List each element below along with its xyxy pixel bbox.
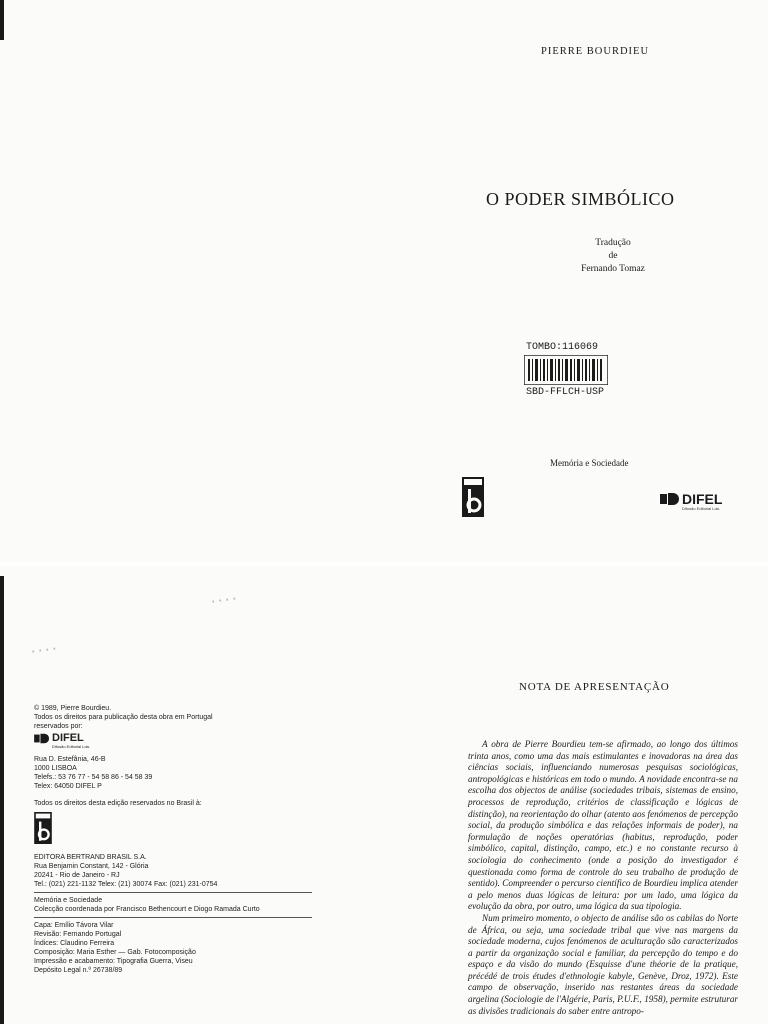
credit-composition: Composição: Maria Esther — Gab. Fotocomposição [34,949,196,956]
difel-logo-subtitle: Difusão Editorial Lda. [682,506,721,511]
address-phones: Telefs.: 53 76 77 - 54 58 86 - 54 58 39 [34,774,153,781]
scan-edge-shadow [0,576,4,1024]
translator-name: Fernando Tomaz [581,264,645,274]
credit-index: Índices: Claudino Ferreira [34,940,115,947]
address-street: Rua D. Estefânia, 46-B [34,756,106,763]
brazil-rights-line: Todos os direitos desta edição reservados no Brasil à: [34,800,202,807]
copyright-line: © 1989, Pierre Bourdieu. [34,705,112,712]
translation-label: Tradução [595,238,631,248]
reserved-line: reservados por: [34,723,83,730]
nota-paragraph-1: A obra de Pierre Bourdieu tem-se afirmado, ao longo dos últimos trinta anos, como uma das mais estimulantes e inovadoras na área das ciências sociais, influenciando numerosas pesquisas sociológicas, antropológicas e históricas em todo o mundo. A novidade encontra-se na escolha dos objectos de análise (sociedades tribais, sistemas de ensino, processos de reprodução, critérios de classificação e lógicas de distinção), na reorientação do olhar (atento aos fenómenos de percepção social, da produção simbólica e das relações informais de poder), na formulação de noções operatórias (habitus, reprodução, poder simbólico, capital, distinção, campo, etc.) e no constante recurso à sociologia do conhecimento (onde a posição do investigador é questionada como forma de controle do seu trabalho de produção de sentido). Compreender o percurso científico de Bourdieu implica atender a pelo menos duas lógicas de leitura: por um lado, uma lógica da evolução da obra, por outro, uma lógica da sua tipologia. [468,739,738,912]
bertrand-logo-icon [462,477,484,517]
library-stamp-tombo: TOMBO:116069 [526,342,599,353]
difel-logo-text: DIFEL [52,732,84,744]
translation-de: de [608,251,618,261]
nota-body [468,739,738,1017]
author-name: PIERRE BOURDIEU [541,46,650,57]
credit-revision: Revisão: Fernando Portugal [34,931,122,938]
difel-mark-icon [660,492,680,506]
difel-logo-subtitle: Difusão Editorial Lda. [52,744,91,749]
difel-logo-small [34,733,334,751]
barcode-icon [524,355,608,385]
divider [34,917,312,918]
imprint-block [34,704,334,975]
address-city: 1000 LISBOA [34,765,77,772]
imprint-and-note-page [0,566,768,1024]
translation-credit [548,237,678,276]
bertrand-logo-icon [34,812,52,844]
bertrand-contact: Tel.: (021) 221-1132 Telex: (21) 30074 Fax: (021) 231-0754 [34,881,218,888]
divider [34,892,312,893]
nota-paragraph-2: Num primeiro momento, o objecto de análise são os cabilas do Norte de África, ou seja, uma sociedade tribal que vive nas margens da sociedade moderna, cujos fenómenos de aculturação são caracterizados a partir da organização social e familiar, da percepção do tempo e do espaço e da visão do mundo (Esquisse d'une théorie de la pratique, précédé de trois études d'ethnologie kabyle, Genève, Droz, 1972). Este campo de observação, inserido nas restantes áreas da sociedade argelina (Sociologie de l'Algérie, Paris, P.U.F., 1958), permite estruturar as divisões tradicionais do saber entre antropo- [468,912,738,1016]
library-stamp-sbd: SBD-FFLCH-USP [526,387,605,398]
scan-edge-shadow [0,0,4,40]
book-title: O PODER SIMBÓLICO [486,189,675,209]
collection-coordinators: Colecção coordenada por Francisco Bethencourt e Diogo Ramada Curto [34,906,260,913]
bertrand-name: EDITORA BERTRAND BRASIL S.A. [34,854,147,861]
pencil-annotation: .... [208,584,240,607]
bertrand-city: 20241 - Rio de Janeiro - RJ [34,872,120,879]
bertrand-street: Rua Benjamin Constant, 142 - Glória [34,863,149,870]
credit-printing: Impressão e acabamento: Tipografia Guerra, Viseu [34,958,193,965]
difel-logo-text: DIFEL [682,491,723,508]
credit-deposit: Depósito Legal n.º 26738/89 [34,967,123,974]
address-telex: Telex: 64050 DIFEL P [34,783,102,790]
difel-mark-icon [34,733,50,744]
nota-heading: NOTA DE APRESENTAÇÃO [519,681,670,693]
pencil-annotation-margin: .... [28,634,60,657]
difel-logo [660,490,722,511]
credit-cover: Capa: Emílio Távora Vilar [34,922,114,929]
collection-name: Memória e Sociedade [34,897,103,904]
rights-line: Todos os direitos para publicação desta obra em Portugal [34,714,213,721]
series-name: Memória e Sociedade [550,458,629,468]
